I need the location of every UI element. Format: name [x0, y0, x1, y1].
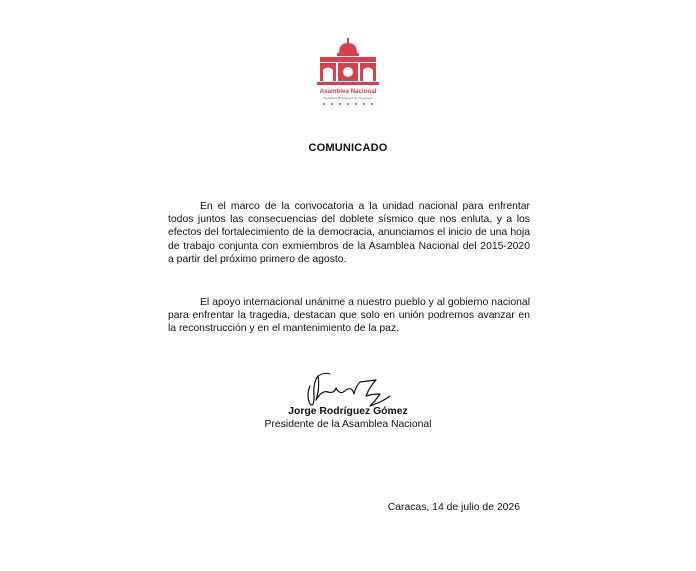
- document-title: COMUNICADO: [308, 142, 388, 154]
- paragraph-1: En el marco de la convocatoria a la unidad nacional para enfrentar todos juntos las consecuencias del doblete sísmico que nos enluta, y a los efectos del fortalecimiento de la democracia, anunciamos el inicio de una hoja de trabajo conjunta con exmiembros de la Asamblea Nacional del 2015-2020 a partir del próximo primero de agosto.: [168, 201, 530, 265]
- place-date: Caracas, 14 de julio de 2026: [387, 502, 520, 513]
- signer-role: Presidente de la Asamblea Nacional: [264, 419, 432, 430]
- svg-text:Asamblea Nacional: Asamblea Nacional: [319, 88, 377, 95]
- signer-name: Jorge Rodríguez Gómez: [288, 406, 408, 417]
- paragraph-2: El apoyo internacional unánime a nuestro pueblo y al gobierno nacional para enfrentar la tragedia, destacan que solo en unión podremos avanzar en la reconstrucción y en el mantenimiento de la paz.: [168, 297, 530, 335]
- asamblea-nacional-logo: [308, 36, 388, 110]
- capitol-building-icon: [308, 36, 388, 110]
- handwritten-signature: [300, 366, 394, 410]
- svg-text:República Bolivariana de Venez: República Bolivariana de Venezuela: [323, 96, 373, 100]
